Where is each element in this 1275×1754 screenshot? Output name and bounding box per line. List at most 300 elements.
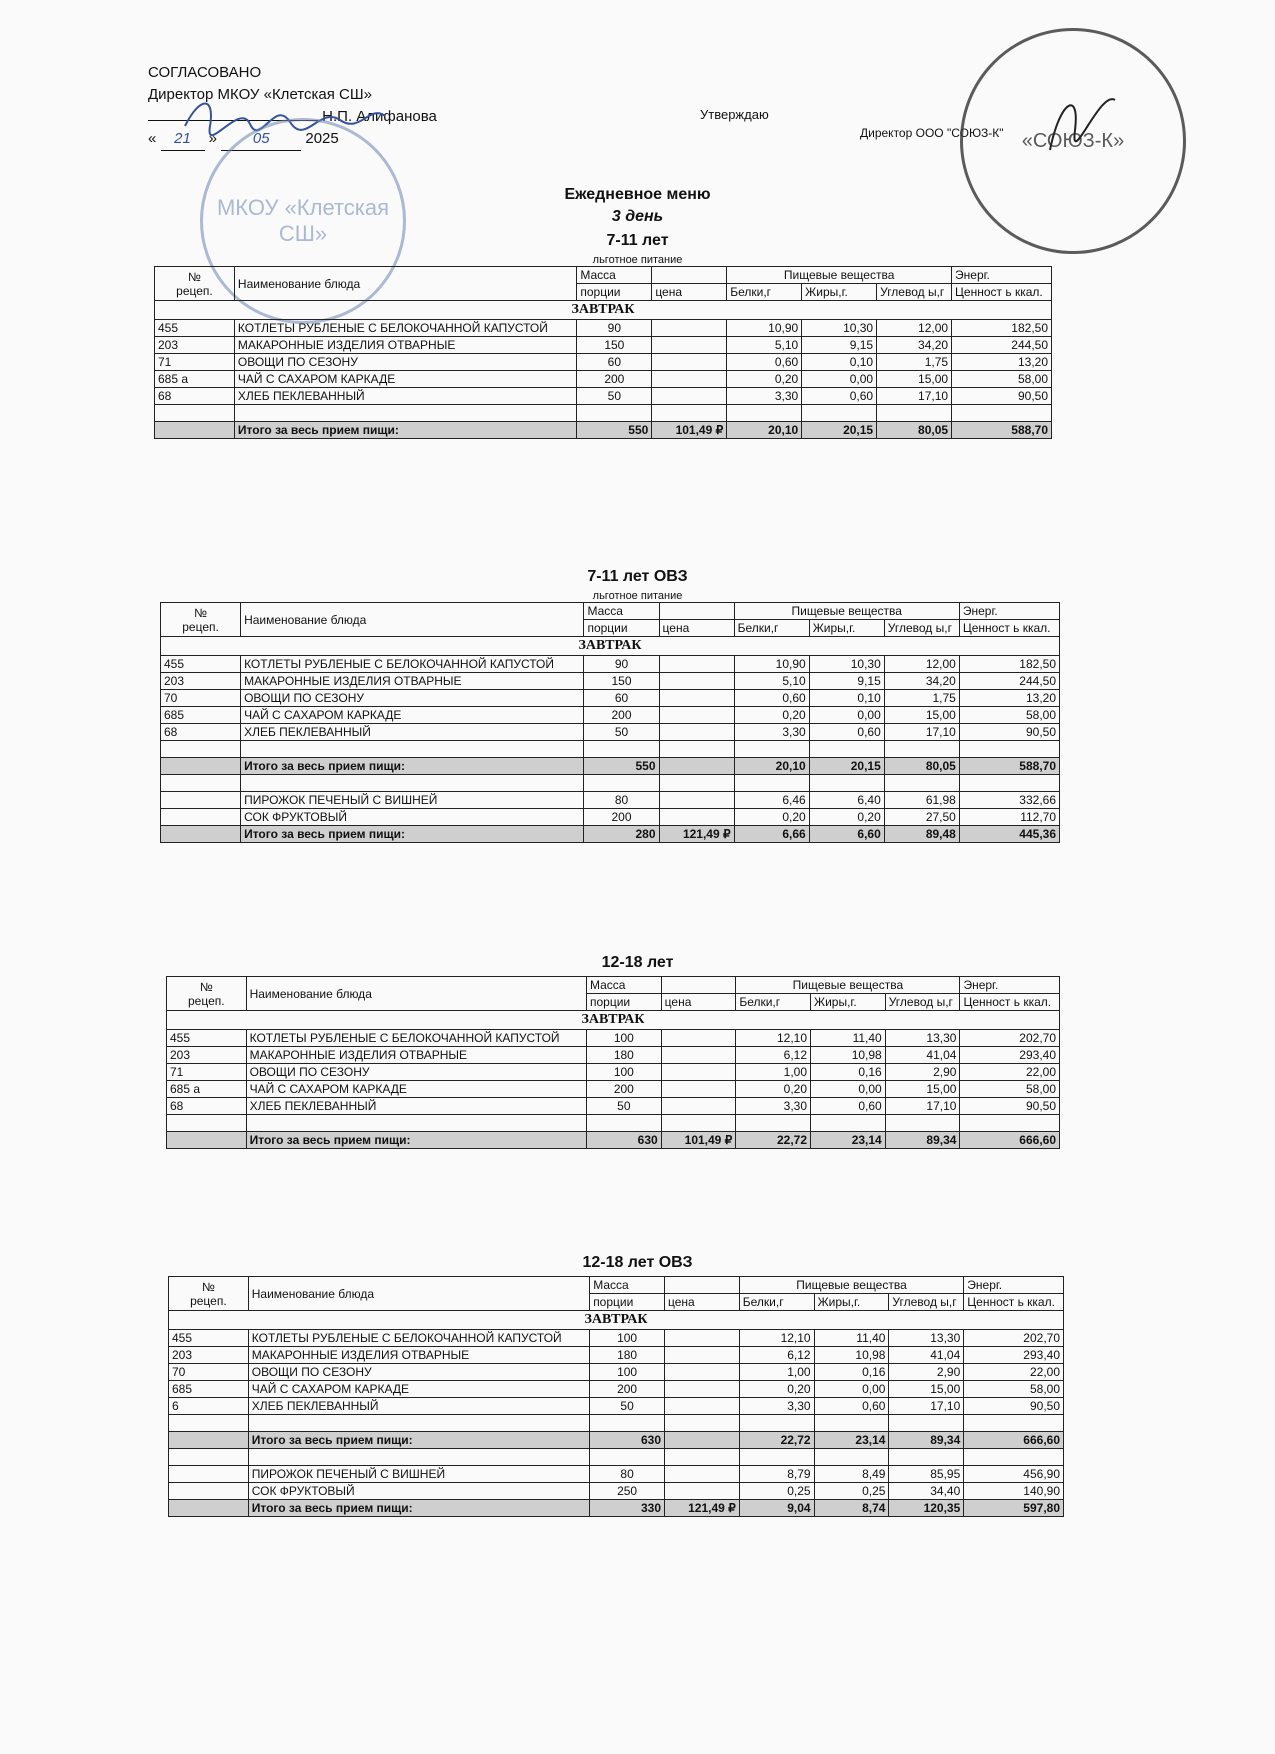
cell-empty	[241, 741, 584, 758]
cell-rec: 71	[155, 354, 235, 371]
cell-e: 182,50	[952, 320, 1052, 337]
cell-empty	[161, 741, 241, 758]
table-row	[167, 1047, 1060, 1064]
cell-name: МАКАРОННЫЕ ИЗДЕЛИЯ ОТВАРНЫЕ	[234, 337, 576, 354]
cell-rec: 455	[161, 656, 241, 673]
cell-rec	[169, 1466, 249, 1483]
cell-name: ЧАЙ С САХАРОМ КАРКАДЕ	[246, 1081, 586, 1098]
cell-price	[661, 1047, 736, 1064]
cell-empty	[661, 1115, 736, 1132]
total-price	[665, 1432, 740, 1449]
cell-mass: 60	[584, 690, 659, 707]
cell-mass: 200	[586, 1081, 661, 1098]
total-f: 23,14	[811, 1132, 886, 1149]
cell-empty	[248, 1415, 589, 1432]
table-row	[155, 371, 1052, 388]
total-row	[169, 1500, 1064, 1517]
total-c: 80,05	[877, 422, 952, 439]
header-nutrients: Пищевые вещества	[727, 267, 952, 284]
table-row	[161, 656, 1060, 673]
section-title: 12-18 лет	[601, 954, 674, 971]
cell-name: СОК ФРУКТОВЫЙ	[241, 809, 584, 826]
header-mass: Масса	[586, 977, 661, 994]
cell-empty	[659, 775, 734, 792]
cell-empty	[167, 1132, 247, 1149]
cell-name: ЧАЙ С САХАРОМ КАРКАДЕ	[234, 371, 576, 388]
total-label: Итого за весь прием пищи:	[234, 422, 576, 439]
total-f: 23,14	[814, 1432, 889, 1449]
cell-e: 58,00	[960, 1081, 1060, 1098]
cell-p: 0,60	[727, 354, 802, 371]
cell-e: 244,50	[959, 673, 1059, 690]
approval-date-month: 05	[221, 128, 301, 151]
cell-name: ЧАЙ С САХАРОМ КАРКАДЕ	[248, 1381, 589, 1398]
cell-rec: 685	[161, 707, 241, 724]
cell-name: КОТЛЕТЫ РУБЛЕНЫЕ С БЕЛОКОЧАННОЙ КАПУСТОЙ	[248, 1330, 589, 1347]
cell-empty	[659, 741, 734, 758]
cell-name: ОВОЩИ ПО СЕЗОНУ	[234, 354, 576, 371]
cell-f: 11,40	[811, 1030, 886, 1047]
cell-rec: 70	[169, 1364, 249, 1381]
header-protein: Белки,г	[736, 994, 811, 1011]
cell-empty	[809, 741, 884, 758]
total-row	[167, 1132, 1060, 1149]
cell-c: 61,98	[884, 792, 959, 809]
cell-f: 11,40	[814, 1330, 889, 1347]
table-row	[167, 1081, 1060, 1098]
cell-f: 0,00	[811, 1081, 886, 1098]
cell-rec: 6	[169, 1398, 249, 1415]
cell-price	[652, 320, 727, 337]
cell-p: 0,20	[739, 1381, 814, 1398]
cell-mass: 50	[584, 724, 659, 741]
approval-label: СОГЛАСОВАНО	[148, 64, 262, 81]
table-row	[167, 1098, 1060, 1115]
total-c: 89,34	[885, 1132, 960, 1149]
cell-rec: 455	[169, 1330, 249, 1347]
cell-empty	[889, 1415, 964, 1432]
approval-date: « 21 » 05 2025	[148, 128, 437, 151]
cell-empty	[959, 741, 1059, 758]
cell-rec: 455	[155, 320, 235, 337]
cell-p: 0,60	[734, 690, 809, 707]
header-empty	[652, 267, 727, 284]
total-c: 120,35	[889, 1500, 964, 1517]
cell-price	[665, 1483, 740, 1500]
cell-e: 22,00	[964, 1364, 1064, 1381]
cell-e: 90,50	[960, 1098, 1060, 1115]
total-p: 20,10	[734, 758, 809, 775]
header-empty	[661, 977, 736, 994]
table-row	[155, 320, 1052, 337]
table-row	[161, 724, 1060, 741]
cell-p: 1,00	[739, 1364, 814, 1381]
cell-mass: 180	[586, 1047, 661, 1064]
cell-p: 10,90	[734, 656, 809, 673]
cell-e: 58,00	[959, 707, 1059, 724]
cell-c: 1,75	[877, 354, 952, 371]
cell-rec: 685 а	[167, 1081, 247, 1098]
total-e: 597,80	[964, 1500, 1064, 1517]
cell-c: 27,50	[884, 809, 959, 826]
cell-p: 1,00	[736, 1064, 811, 1081]
cell-empty	[665, 1415, 740, 1432]
cell-mass: 150	[577, 337, 652, 354]
cell-name: КОТЛЕТЫ РУБЛЕНЫЕ С БЕЛОКОЧАННОЙ КАПУСТОЙ	[234, 320, 576, 337]
table-row	[169, 1398, 1064, 1415]
total-p: 22,72	[736, 1132, 811, 1149]
table-row	[169, 1347, 1064, 1364]
cell-e: 456,90	[964, 1466, 1064, 1483]
total-price	[659, 758, 734, 775]
snack-row	[161, 809, 1060, 826]
total-label: Итого за весь прием пищи:	[246, 1132, 586, 1149]
cell-empty	[734, 775, 809, 792]
approver-name: Н.П. Алифанова	[322, 108, 437, 125]
cell-empty	[814, 1415, 889, 1432]
total-row	[155, 422, 1052, 439]
cell-empty	[161, 758, 241, 775]
cell-f: 0,20	[809, 809, 884, 826]
cell-f: 8,49	[814, 1466, 889, 1483]
cell-c: 13,30	[889, 1330, 964, 1347]
cell-f: 6,40	[809, 792, 884, 809]
cell-mass: 180	[590, 1347, 665, 1364]
header-recipe-cell	[161, 603, 241, 637]
header-energy-top: Энерг.	[959, 603, 1059, 620]
cell-empty	[739, 1449, 814, 1466]
header-fat: Жиры,г.	[811, 994, 886, 1011]
cell-mass: 100	[586, 1030, 661, 1047]
cell-c: 15,00	[877, 371, 952, 388]
cell-f: 9,15	[802, 337, 877, 354]
cell-e: 90,50	[952, 388, 1052, 405]
header-fat: Жиры,г.	[809, 620, 884, 637]
cell-rec: 68	[155, 388, 235, 405]
cell-price	[659, 809, 734, 826]
header-protein: Белки,г	[734, 620, 809, 637]
header-energy: Ценност ь ккал.	[952, 284, 1052, 301]
header-empty	[665, 1277, 740, 1294]
table-row	[167, 1064, 1060, 1081]
cell-empty	[169, 1415, 249, 1432]
header-dish: Наименование блюда	[246, 977, 586, 1011]
header-num: №	[194, 605, 207, 620]
meal-row	[169, 1311, 1064, 1330]
table-row	[169, 1381, 1064, 1398]
cell-e: 13,20	[952, 354, 1052, 371]
cell-name: ХЛЕБ ПЕКЛЕВАННЫЙ	[241, 724, 584, 741]
cell-rec: 71	[167, 1064, 247, 1081]
cell-c: 2,90	[885, 1064, 960, 1081]
header-energy: Ценност ь ккал.	[960, 994, 1060, 1011]
table-row	[161, 673, 1060, 690]
meal-row	[155, 301, 1052, 320]
cell-price	[665, 1347, 740, 1364]
total-label: Итого за весь прием пищи:	[248, 1500, 589, 1517]
table-row	[155, 388, 1052, 405]
day-label: 3 день	[611, 208, 664, 225]
total-f: 20,15	[802, 422, 877, 439]
spacer-row	[155, 405, 1052, 422]
cell-price	[659, 707, 734, 724]
cell-c: 13,30	[885, 1030, 960, 1047]
cell-name: ПИРОЖОК ПЕЧЕНЫЙ С ВИШНЕЙ	[248, 1466, 589, 1483]
total-price: 101,49 ₽	[652, 422, 727, 439]
cell-c: 17,10	[885, 1098, 960, 1115]
meal-label: ЗАВТРАК	[169, 1311, 1064, 1330]
cell-price	[659, 690, 734, 707]
cell-mass: 60	[577, 354, 652, 371]
cell-f: 0,00	[809, 707, 884, 724]
cell-empty	[652, 405, 727, 422]
cell-empty	[161, 775, 241, 792]
approval-label-right: Утверждаю	[700, 107, 769, 122]
signature-right	[1030, 80, 1130, 160]
cell-c: 34,20	[884, 673, 959, 690]
total-c: 89,48	[884, 826, 959, 843]
cell-empty	[161, 826, 241, 843]
table-row	[169, 1364, 1064, 1381]
cell-empty	[584, 775, 659, 792]
snack-row	[161, 792, 1060, 809]
total-price: 121,49 ₽	[659, 826, 734, 843]
school-stamp-text: МКОУ «Клетская СШ»	[216, 195, 390, 246]
cell-price	[659, 724, 734, 741]
meal-row	[167, 1011, 1060, 1030]
header-protein: Белки,г	[727, 284, 802, 301]
cell-rec: 203	[167, 1047, 247, 1064]
cell-e: 140,90	[964, 1483, 1064, 1500]
cell-f: 0,10	[802, 354, 877, 371]
cell-rec: 455	[167, 1030, 247, 1047]
total-mass: 280	[584, 826, 659, 843]
approval-date-day: 21	[161, 128, 205, 151]
table-row	[155, 354, 1052, 371]
cell-p: 3,30	[736, 1098, 811, 1115]
cell-p: 0,20	[736, 1081, 811, 1098]
cell-rec	[161, 792, 241, 809]
cell-empty	[736, 1115, 811, 1132]
cell-name: КОТЛЕТЫ РУБЛЕНЫЕ С БЕЛОКОЧАННОЙ КАПУСТОЙ	[241, 656, 584, 673]
cell-c: 15,00	[884, 707, 959, 724]
cell-e: 202,70	[964, 1330, 1064, 1347]
total-p: 22,72	[739, 1432, 814, 1449]
cell-c: 34,40	[889, 1483, 964, 1500]
total-mass: 330	[590, 1500, 665, 1517]
cell-f: 0,10	[809, 690, 884, 707]
cell-e: 293,40	[960, 1047, 1060, 1064]
header-fat: Жиры,г.	[814, 1294, 889, 1311]
header-energy-top: Энерг.	[952, 267, 1052, 284]
cell-e: 112,70	[959, 809, 1059, 826]
cell-rec: 685	[169, 1381, 249, 1398]
cell-price	[665, 1398, 740, 1415]
cell-name: ОВОЩИ ПО СЕЗОНУ	[241, 690, 584, 707]
cell-empty	[590, 1415, 665, 1432]
header-recipe-cell	[155, 267, 235, 301]
header-row	[167, 977, 1060, 994]
cell-mass: 200	[577, 371, 652, 388]
meal-label: ЗАВТРАК	[167, 1011, 1060, 1030]
cell-empty	[248, 1449, 589, 1466]
cell-e: 202,70	[960, 1030, 1060, 1047]
cell-empty	[169, 1449, 249, 1466]
cell-empty	[584, 741, 659, 758]
header-empty	[659, 603, 734, 620]
header-row	[161, 603, 1060, 620]
header-protein: Белки,г	[739, 1294, 814, 1311]
total-f: 8,74	[814, 1500, 889, 1517]
cell-p: 3,30	[734, 724, 809, 741]
cell-price	[652, 354, 727, 371]
meal-row	[161, 637, 1060, 656]
header-energy: Ценност ь ккал.	[959, 620, 1059, 637]
header-recipe: рецеп.	[188, 993, 225, 1008]
cell-empty	[586, 1115, 661, 1132]
cell-empty	[964, 1449, 1064, 1466]
cell-name: МАКАРОННЫЕ ИЗДЕЛИЯ ОТВАРНЫЕ	[248, 1347, 589, 1364]
header-row	[155, 267, 1052, 284]
cell-e: 58,00	[964, 1381, 1064, 1398]
header-carbs: Углевод ы,г	[884, 620, 959, 637]
cell-f: 0,16	[811, 1064, 886, 1081]
cell-empty	[169, 1432, 249, 1449]
company-stamp-text: «СОЮЗ-К»	[1021, 129, 1125, 152]
menu-table	[154, 266, 1052, 439]
cell-price	[665, 1466, 740, 1483]
header-num: №	[188, 269, 201, 284]
cell-rec	[169, 1483, 249, 1500]
meal-label: ЗАВТРАК	[155, 301, 1052, 320]
cell-price	[661, 1098, 736, 1115]
cell-rec: 68	[161, 724, 241, 741]
cell-p: 0,20	[727, 371, 802, 388]
cell-rec: 70	[161, 690, 241, 707]
cell-name: СОК ФРУКТОВЫЙ	[248, 1483, 589, 1500]
cell-p: 3,30	[739, 1398, 814, 1415]
cell-c: 17,10	[889, 1398, 964, 1415]
total-e: 588,70	[952, 422, 1052, 439]
cell-e: 332,66	[959, 792, 1059, 809]
table-row	[155, 337, 1052, 354]
header-mass: Масса	[577, 267, 652, 284]
header-portion: порции	[577, 284, 652, 301]
approval-block-right	[700, 104, 1004, 140]
cell-name: ПИРОЖОК ПЕЧЕНЫЙ С ВИШНЕЙ	[241, 792, 584, 809]
header-nutrients: Пищевые вещества	[739, 1277, 963, 1294]
table-row	[161, 690, 1060, 707]
cell-p: 12,10	[739, 1330, 814, 1347]
total-label: Итого за весь прием пищи:	[241, 758, 584, 775]
cell-mass: 100	[586, 1064, 661, 1081]
cell-empty	[960, 1115, 1060, 1132]
section-title: 7-11 лет	[606, 232, 669, 249]
header-recipe-cell	[169, 1277, 249, 1311]
cell-c: 85,95	[889, 1466, 964, 1483]
menu-table	[166, 976, 1060, 1149]
cell-f: 0,60	[802, 388, 877, 405]
spacer-row	[167, 1115, 1060, 1132]
table-row	[167, 1030, 1060, 1047]
cell-empty	[577, 405, 652, 422]
cell-f: 0,00	[802, 371, 877, 388]
table-row	[169, 1330, 1064, 1347]
cell-empty	[877, 405, 952, 422]
header-energy-top: Энерг.	[964, 1277, 1064, 1294]
cell-e: 58,00	[952, 371, 1052, 388]
cell-f: 0,00	[814, 1381, 889, 1398]
total-f: 20,15	[809, 758, 884, 775]
cell-f: 0,60	[814, 1398, 889, 1415]
cell-empty	[802, 405, 877, 422]
cell-name: МАКАРОННЫЕ ИЗДЕЛИЯ ОТВАРНЫЕ	[246, 1047, 586, 1064]
header-recipe: рецеп.	[190, 1293, 227, 1308]
menu-table	[168, 1276, 1064, 1517]
cell-mass: 100	[590, 1364, 665, 1381]
cell-empty	[884, 741, 959, 758]
cell-mass: 50	[586, 1098, 661, 1115]
cell-p: 8,79	[739, 1466, 814, 1483]
total-p: 6,66	[734, 826, 809, 843]
header-dish: Наименование блюда	[248, 1277, 589, 1311]
header-portion: порции	[590, 1294, 665, 1311]
cell-f: 0,60	[809, 724, 884, 741]
cell-empty	[734, 741, 809, 758]
header-portion: порции	[586, 994, 661, 1011]
cell-price	[665, 1381, 740, 1398]
cell-e: 13,20	[959, 690, 1059, 707]
cell-rec: 68	[167, 1098, 247, 1115]
cell-c: 41,04	[885, 1047, 960, 1064]
header-recipe-cell	[167, 977, 247, 1011]
cell-f: 10,30	[802, 320, 877, 337]
total-c: 89,34	[889, 1432, 964, 1449]
cell-c: 15,00	[889, 1381, 964, 1398]
cell-empty	[952, 405, 1052, 422]
cell-p: 12,10	[736, 1030, 811, 1047]
section-subtitle: льготное питание	[592, 590, 683, 602]
approval-date-year: 2025	[305, 130, 339, 147]
header-recipe: рецеп.	[182, 619, 219, 634]
cell-empty	[155, 422, 235, 439]
cell-c: 12,00	[877, 320, 952, 337]
cell-price	[661, 1081, 736, 1098]
cell-mass: 100	[590, 1330, 665, 1347]
cell-mass: 150	[584, 673, 659, 690]
cell-mass: 250	[590, 1483, 665, 1500]
cell-empty	[885, 1115, 960, 1132]
section-title: 12-18 лет ОВЗ	[582, 1254, 693, 1271]
header-price: цена	[665, 1294, 740, 1311]
total-f: 6,60	[809, 826, 884, 843]
section-subtitle: льготное питание	[592, 254, 683, 266]
header-dish: Наименование блюда	[234, 267, 576, 301]
header-mass: Масса	[590, 1277, 665, 1294]
total-mass: 550	[577, 422, 652, 439]
header-fat: Жиры,г.	[802, 284, 877, 301]
spacer-row	[161, 775, 1060, 792]
header-price: цена	[661, 994, 736, 1011]
meal-label: ЗАВТРАК	[161, 637, 1060, 656]
cell-empty	[739, 1415, 814, 1432]
cell-e: 90,50	[964, 1398, 1064, 1415]
cell-empty	[811, 1115, 886, 1132]
header-nutrients: Пищевые вещества	[734, 603, 959, 620]
cell-c: 12,00	[884, 656, 959, 673]
total-e: 445,36	[959, 826, 1059, 843]
cell-price	[661, 1030, 736, 1047]
